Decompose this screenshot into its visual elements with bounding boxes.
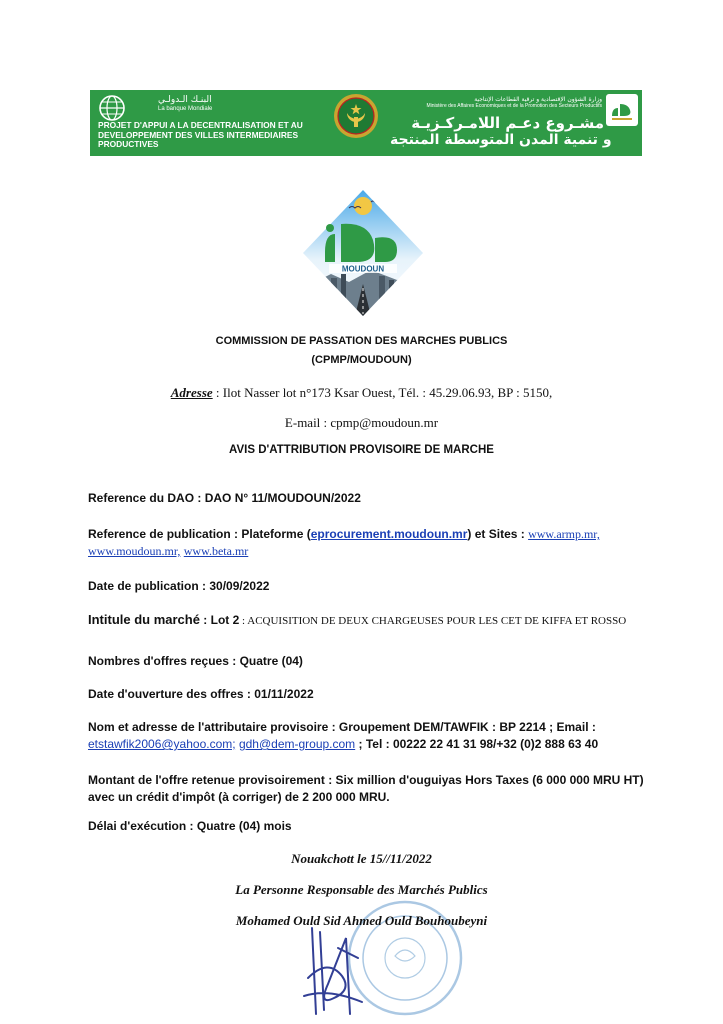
logo-caption: MOUDOUN <box>341 264 385 274</box>
field-market-title <box>88 611 648 630</box>
field-dao-reference <box>88 490 648 507</box>
moudoun-mini-logo-icon <box>606 94 638 126</box>
project-title-fr: PROJET D'APPUI A LA DECENTRALISATION ET AU DEVELOPPEMENT DES VILLES INTERMEDIAIRES PRODUCTIVES <box>98 120 303 150</box>
commission-acronym: (CPMP/MOUDOUN) <box>311 354 412 366</box>
project-title-ar-line1: مشـروع دعـم اللامـركـزيـة <box>411 114 604 132</box>
field-amount <box>88 772 648 806</box>
link-email-tawfik[interactable]: etstawfik2006@yahoo.com; <box>88 737 236 751</box>
attrib-tel: ; Tel : 00222 22 41 31 98/+32 (0)2 888 63 40 <box>355 737 599 751</box>
notice-title: AVIS D'ATTRIBUTION PROVISOIRE DE MARCHE <box>229 444 494 456</box>
project-title-ar-line2: و تنمية المدن المتوسطة المنتجة <box>390 132 612 148</box>
intitule-lot: : Lot 2 <box>199 613 240 627</box>
pub-label: Reference de publication <box>88 527 231 541</box>
ministry-name-ar: وزارة الشؤون الإقتصادية و ترقية القطاعات الإنتاجية <box>474 96 602 103</box>
field-awardee <box>88 719 648 753</box>
handwritten-signature <box>298 918 368 1018</box>
attrib-label: Nom et adresse de l'attributaire provisoire <box>88 720 329 734</box>
link-eprocurement[interactable]: eprocurement.moudoun.mr <box>310 527 468 541</box>
header-banner <box>90 90 642 156</box>
montant-label: Montant de l'offre retenue provisoirement <box>88 773 325 787</box>
offres-value: : Quatre (04) <box>228 654 303 668</box>
field-publication-date <box>88 578 648 595</box>
ouverture-label: Date d'ouverture des offres <box>88 687 244 701</box>
offres-label: Nombres d'offres reçues <box>88 654 229 668</box>
world-bank-globe-icon <box>98 94 126 122</box>
date-value: : 30/09/2022 <box>198 579 270 593</box>
attrib-value: : Groupement DEM/TAWFIK : BP 2214 ; Email : <box>328 720 596 734</box>
world-bank-name: La banque Mondiale <box>158 106 213 112</box>
mauritania-emblem-icon <box>333 93 379 139</box>
link-armp[interactable]: www.armp.mr, <box>528 527 600 541</box>
signature-place-date: Nouakchott le 15//11/2022 <box>291 851 432 866</box>
date-label: Date de publication <box>88 579 199 593</box>
dao-value: : DAO N° 11/MOUDOUN/2022 <box>194 491 361 505</box>
ministry-name-fr: Ministère des Affaires Economiques et de la Promotion des Secteurs Productifs <box>426 103 602 109</box>
link-beta[interactable]: www.beta.mr <box>183 544 249 558</box>
field-opening-date <box>88 686 648 703</box>
field-execution-delay <box>88 818 648 835</box>
pub-value-2: ) et Sites : <box>467 527 529 541</box>
link-email-dem[interactable]: gdh@dem-group.com <box>238 737 356 751</box>
ouverture-value: : 01/11/2022 <box>243 687 314 701</box>
signature-role: La Personne Responsable des Marchés Publics <box>235 882 488 897</box>
signatory-name: Mohamed Ould Sid Ahmed Ould Bouhoubeyni <box>235 913 488 928</box>
field-offers-count <box>88 653 648 670</box>
delai-value: : Quatre (04) mois <box>186 819 292 833</box>
link-moudoun[interactable]: www.moudoun.mr, <box>88 544 181 558</box>
email-line: E-mail : cpmp@moudoun.mr <box>284 415 439 430</box>
address-text: : Ilot Nasser lot n°173 Ksar Ouest, Tél. : 45.29.06.93, BP : 5150, <box>212 385 553 400</box>
commission-title: COMMISSION DE PASSATION DES MARCHES PUBLICS <box>215 335 508 347</box>
intitule-label: Intitule du marché <box>88 612 200 627</box>
intitule-value: : ACQUISITION DE DEUX CHARGEUSES POUR LES CET DE KIFFA ET ROSSO <box>239 615 627 627</box>
dao-label: Reference du DAO <box>88 491 195 505</box>
moudoun-diamond-logo <box>301 188 425 318</box>
field-publication-reference <box>88 526 648 560</box>
world-bank-arabic-name: البنـك الـدولـي <box>158 95 212 105</box>
address-label: Adresse <box>170 385 213 400</box>
address-line <box>0 385 723 401</box>
delai-label: Délai d'exécution <box>88 819 187 833</box>
montant-value: : Six million d'ouguiyas Hors Taxes (6 000 000 MRU HT) avec un crédit d'impôt (à corriger) de 2 200 000 MRU. <box>88 773 644 804</box>
pub-value-1: : Plateforme ( <box>230 527 311 541</box>
